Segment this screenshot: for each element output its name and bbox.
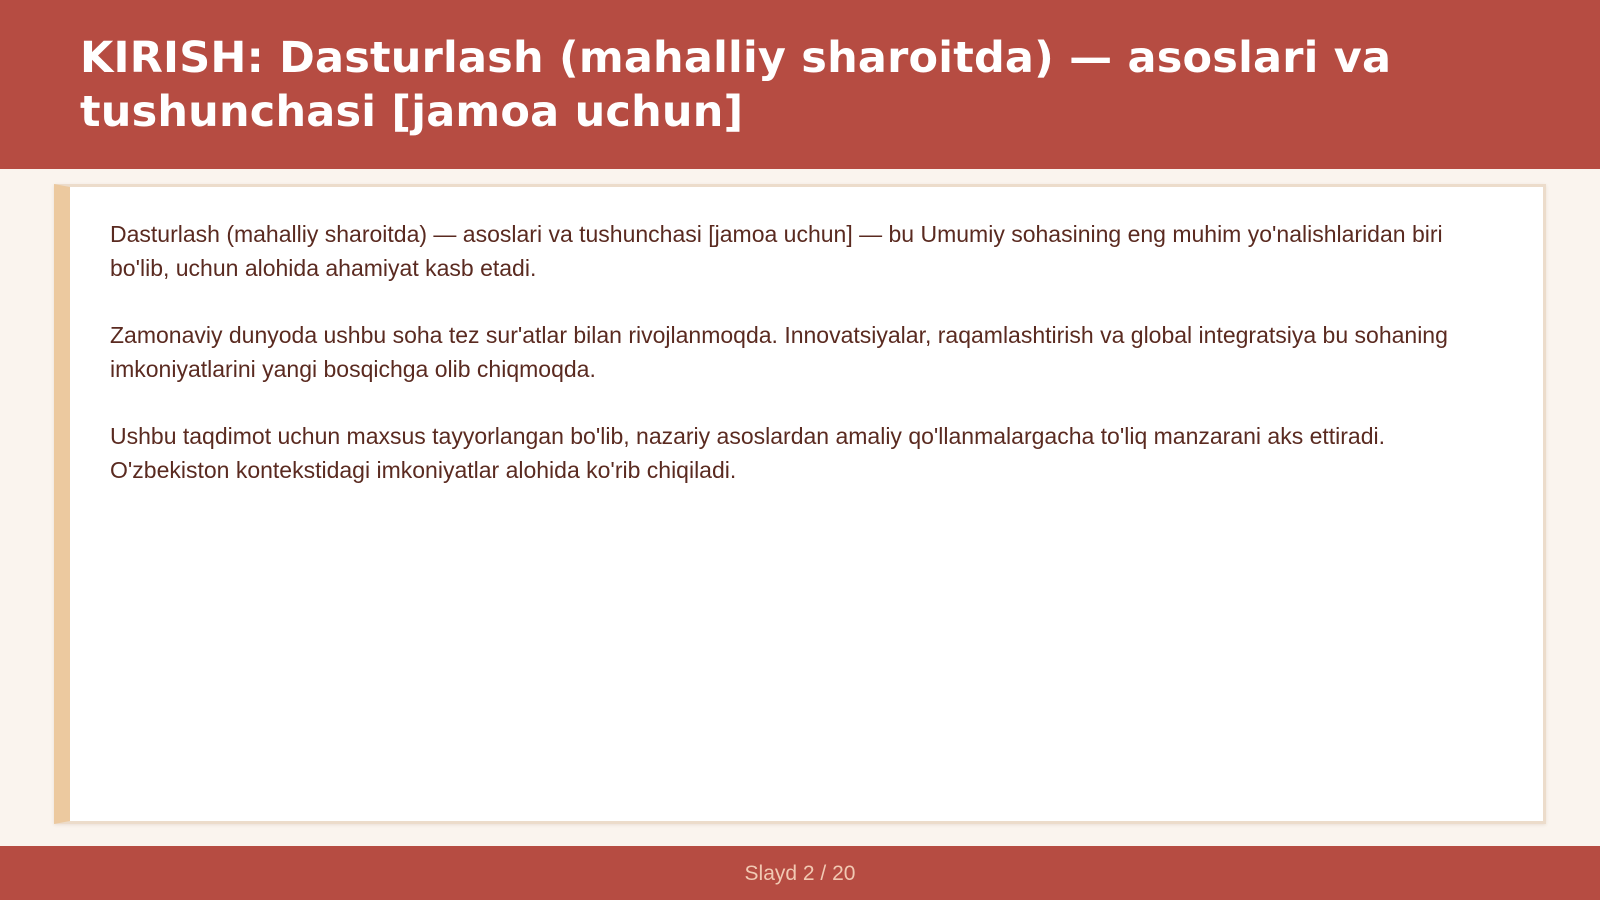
context-paragraph: Zamonaviy dunyoda ushbu soha tez sur'atlar bilan rivojlanmoqda. Innovatsiyalar, raqamlashtirish va global integratsiya bu sohaning imkoniyatlarini yangi bosqichga olib chiqmoqda.	[110, 322, 1448, 382]
slide-title: KIRISH: Dasturlash (mahalliy sharoitda) — asoslari va tushunchasi [jamoa uchun]	[80, 32, 1392, 137]
presentation-paragraph: Ushbu taqdimot uchun maxsus tayyorlangan bo'lib, nazariy asoslardan amaliy qo'llanmalargacha to'liq manzarani aks ettiradi. O'zbekiston kontekstidagi imkoniyatlar alohida ko'rib chiqiladi.	[110, 423, 1386, 483]
content-card	[54, 184, 1546, 824]
slide-footer	[0, 846, 1600, 900]
slide-counter: Slayd 2 / 20	[744, 861, 856, 885]
slide-header	[0, 0, 1600, 169]
intro-paragraph: Dasturlash (mahalliy sharoitda) — asoslari va tushunchasi [jamoa uchun] — bu Umumiy sohasining eng muhim yo'nalishlaridan biri bo'lib, uchun alohida ahamiyat kasb etadi.	[110, 221, 1443, 281]
